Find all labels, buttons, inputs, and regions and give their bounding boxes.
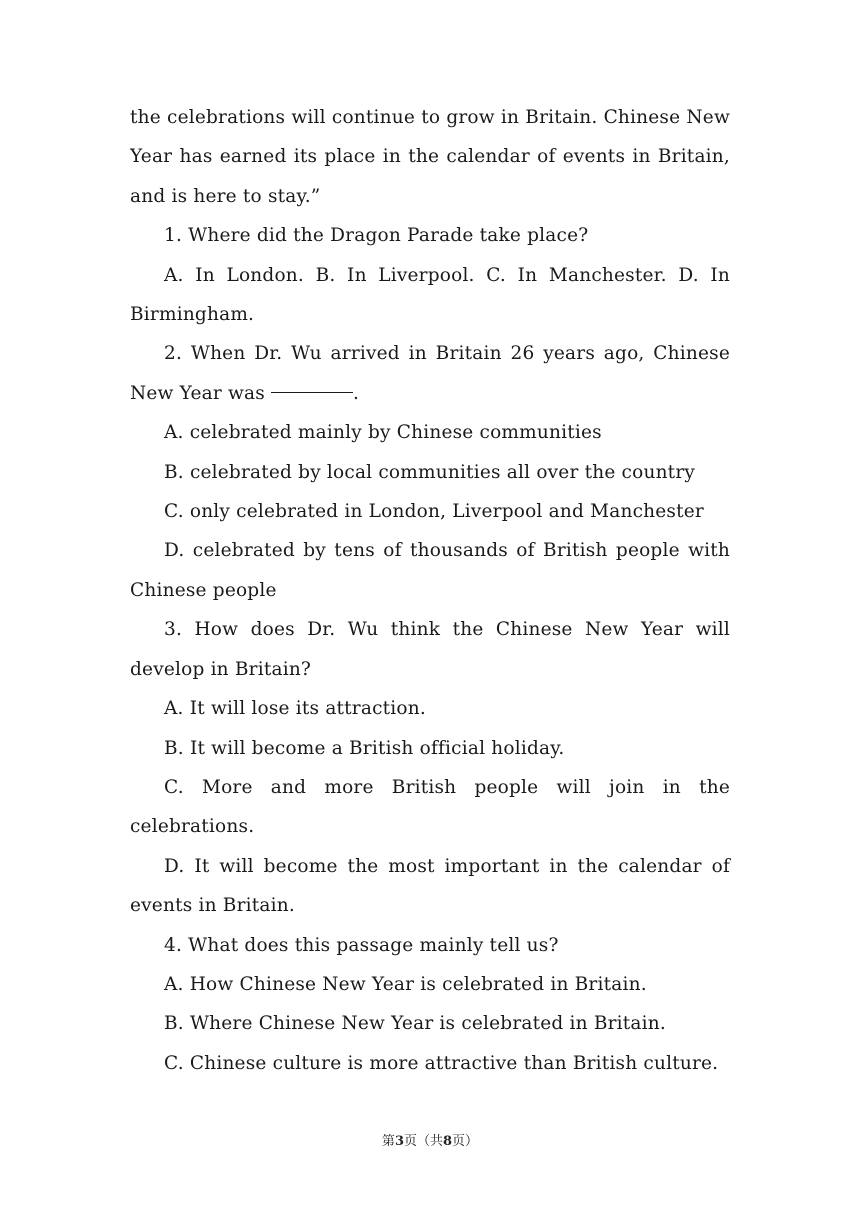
question-3-option-b: B. It will become a British official holiday. bbox=[164, 737, 565, 759]
question-3-option-d: D. It will become the most important in the calendar of events in Britain. bbox=[130, 855, 730, 917]
question-4-stem: 4. What does this passage mainly tell us? bbox=[164, 934, 559, 956]
footer-total-pages: 8 bbox=[443, 1134, 453, 1149]
question-3-option-c: C. More and more British people will join in the celebrations. bbox=[130, 776, 730, 838]
question-3-stem: 3. How does Dr. Wu think the Chinese New Year will develop in Britain? bbox=[130, 619, 730, 680]
document-body bbox=[130, 98, 730, 1083]
footer-middle: 页（共 bbox=[403, 1134, 443, 1149]
passage-end: the celebrations will continue to grow in Britain. Chinese New Year has earned its place in the calendar of events in Britain, and is here to stay.” bbox=[130, 107, 730, 207]
question-2-option-b: B. celebrated by local communities all over the country bbox=[164, 461, 696, 483]
question-1-options: A. In London. B. In Liverpool. C. In Manchester. D. In Birmingham. bbox=[130, 264, 730, 326]
footer-prefix: 第 bbox=[381, 1134, 395, 1149]
question-4-option-a: A. How Chinese New Year is celebrated in Britain. bbox=[164, 973, 647, 995]
question-2-option-a: A. celebrated mainly by Chinese communities bbox=[164, 422, 602, 444]
question-3-option-a: A. It will lose its attraction. bbox=[164, 698, 426, 720]
question-1-stem: 1. Where did the Dragon Parade take place? bbox=[164, 225, 589, 247]
footer-suffix: 页） bbox=[452, 1134, 479, 1149]
question-2-stem-text: 2. When Dr. Wu arrived in Britain 26 years ago, Chinese New Year was bbox=[130, 343, 730, 404]
page-footer bbox=[0, 1130, 860, 1149]
question-4-option-b: B. Where Chinese New Year is celebrated in Britain. bbox=[164, 1013, 666, 1035]
question-2-option-c: C. only celebrated in London, Liverpool and Manchester bbox=[164, 501, 704, 523]
footer-page-number: 3 bbox=[394, 1134, 404, 1149]
question-4-option-c: C. Chinese culture is more attractive than British culture. bbox=[164, 1052, 719, 1074]
question-2-stem-end: . bbox=[353, 382, 360, 404]
question-2-option-d: D. celebrated by tens of thousands of British people with Chinese people bbox=[130, 540, 730, 601]
answer-blank bbox=[271, 391, 353, 393]
question-2-stem bbox=[130, 334, 730, 413]
